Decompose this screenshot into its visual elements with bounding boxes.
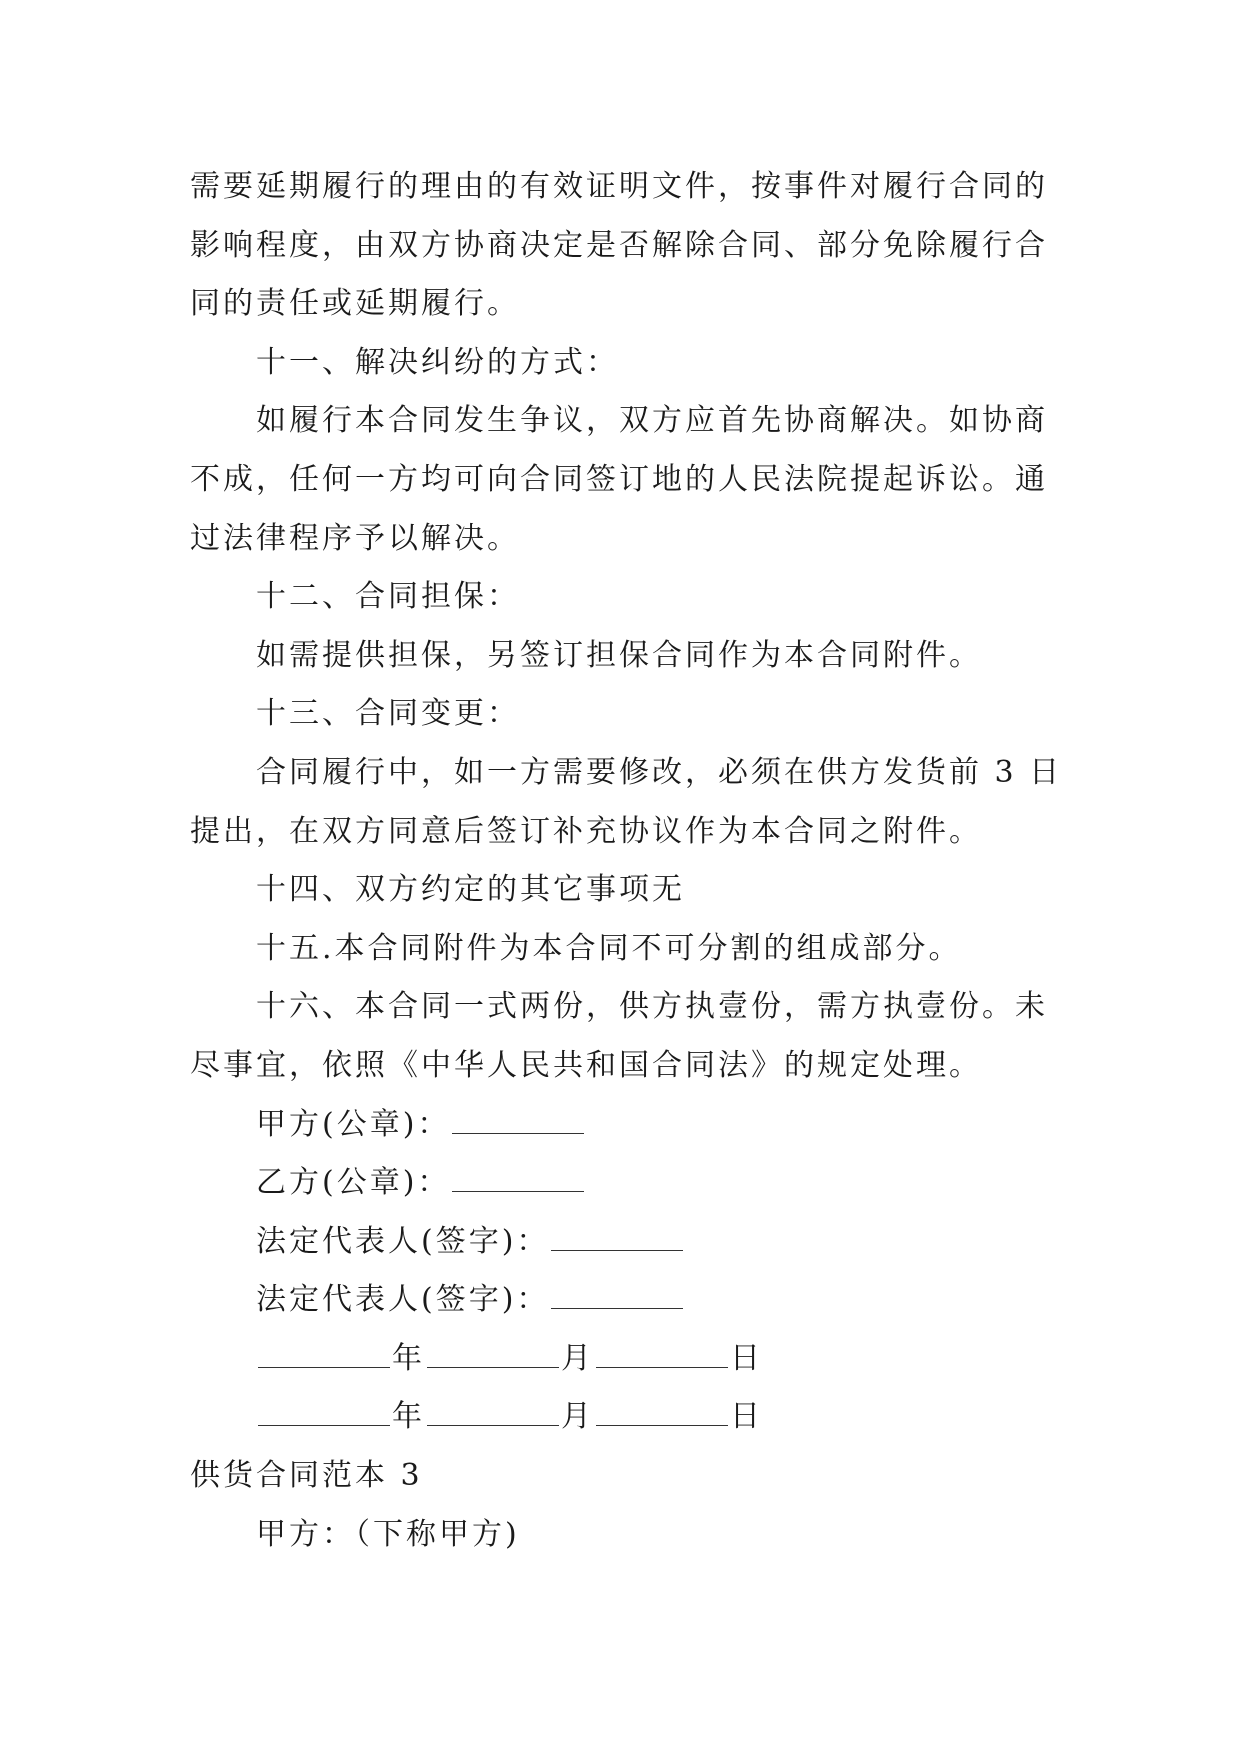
month-blank [427,1337,559,1368]
paragraph-line: 合同履行中，如一方需要修改，必须在供方发货前 3 日 [256,754,1063,790]
section-heading-11: 十一、解决纠纷的方式： [256,344,619,380]
paragraph-line: 提出，在双方同意后签订补充协议作为本合同之附件。 [190,813,982,849]
legal-rep-1-row [190,1213,1060,1272]
date-row-2 [190,1388,1060,1447]
party-a-line: 甲方：（下称甲方) [256,1516,520,1552]
section-heading-13: 十三、合同变更： [256,696,520,732]
paragraph-line: 如履行本合同发生争议，双方应首先协商解决。如协商 [256,403,1048,439]
section-heading-15: 十五.本合同附件为本合同不可分割的组成部分。 [256,930,962,966]
section-title: 供货合同范本 3 [190,1458,423,1494]
year-label: 年 [392,1340,425,1376]
paragraph-line: 如需提供担保，另签订担保合同作为本合同附件。 [256,637,982,673]
paragraph-line: 影响程度，由双方协商决定是否解除合同、部分免除履行合 [190,227,1048,263]
year-blank [258,1395,390,1426]
party-b-seal-blank [452,1161,584,1192]
day-blank [596,1395,728,1426]
party-a-seal-label: 甲方(公章)： [256,1106,451,1142]
legal-rep-2-label: 法定代表人(签字)： [256,1282,550,1318]
day-label: 日 [730,1340,763,1376]
year-label: 年 [392,1399,425,1435]
section-heading-12: 十二、合同担保： [256,579,520,615]
month-label: 月 [561,1340,594,1376]
legal-rep-1-blank [551,1220,683,1251]
legal-rep-1-label: 法定代表人(签字)： [256,1223,550,1259]
party-b-seal-label: 乙方(公章)： [256,1165,451,1201]
party-a-seal-row [190,1096,1060,1155]
day-blank [596,1337,728,1368]
paragraph-line: 过法律程序予以解决。 [190,520,520,556]
section-heading-16: 十六、本合同一式两份，供方执壹份，需方执壹份。未 [256,989,1048,1025]
document-body [190,158,1063,1564]
legal-rep-2-row [190,1271,1060,1330]
paragraph-line: 尽事宜，依照《中华人民共和国合同法》的规定处理。 [190,1047,982,1083]
paragraph-line: 同的责任或延期履行。 [190,286,520,322]
month-label: 月 [561,1399,594,1435]
paragraph-line: 需要延期履行的理由的有效证明文件，按事件对履行合同的 [190,169,1048,204]
year-blank [258,1337,390,1368]
paragraph-line: 不成，任何一方均可向合同签订地的人民法院提起诉讼。通 [190,461,1048,497]
month-blank [427,1395,559,1426]
party-a-seal-blank [452,1103,584,1134]
section-heading-14: 十四、双方约定的其它事项无 [256,872,685,908]
day-label: 日 [730,1399,763,1435]
party-b-seal-row [190,1154,1060,1213]
legal-rep-2-blank [551,1278,683,1309]
date-row-1 [190,1330,1060,1389]
